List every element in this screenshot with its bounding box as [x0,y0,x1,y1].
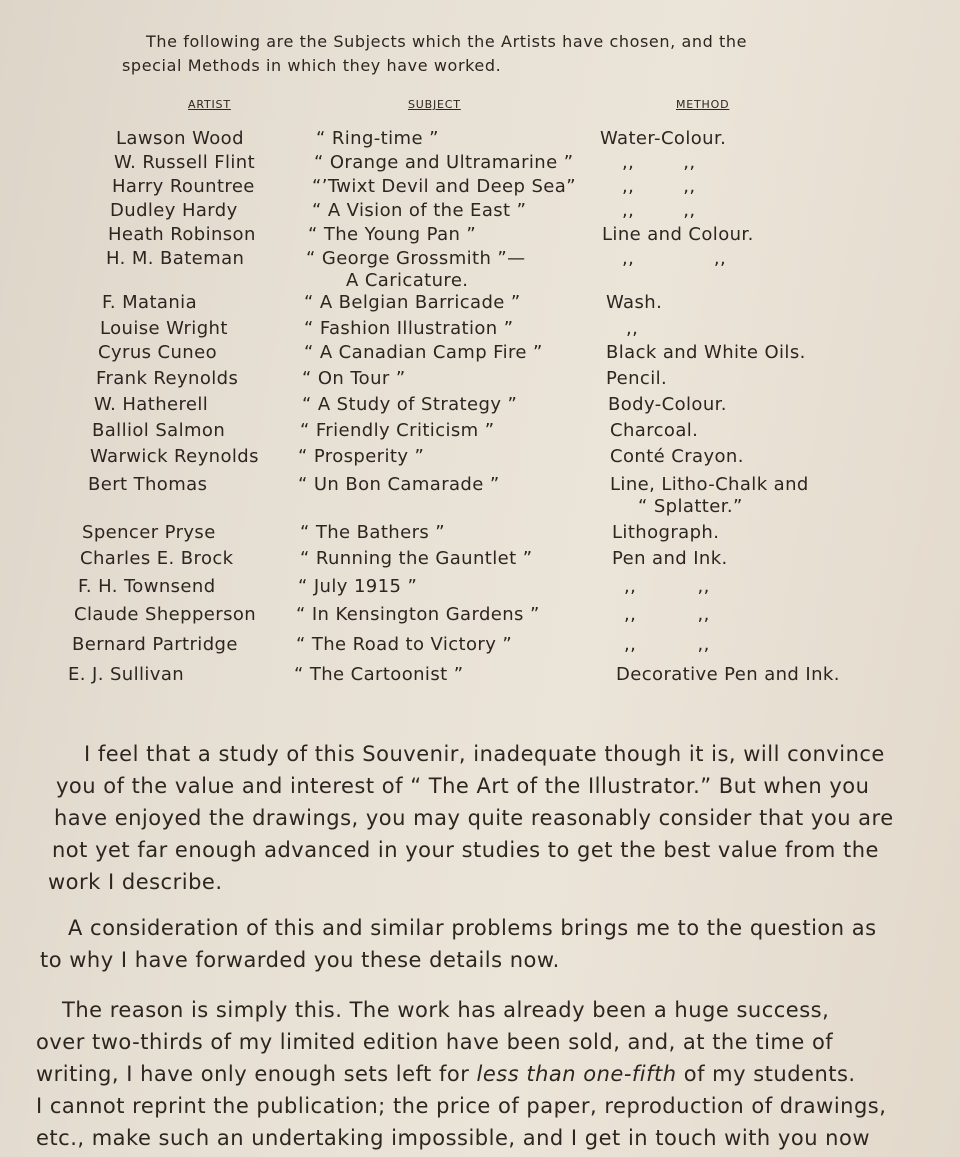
subject-text: “ Orange and Ultramarine ” [314,152,574,173]
artist-cell: F. H. Townsend [78,576,216,597]
subject-cell [296,604,540,626]
subject-text: “ The Cartoonist ” [294,664,464,685]
subject-text: “ The Bathers ” [300,522,445,543]
artist-cell: Dudley Hardy [110,200,238,221]
subject-cell [304,342,543,364]
method-text-continued: “ Splatter.” [638,496,743,517]
artist-cell: Frank Reynolds [96,368,239,389]
artist-cell: Heath Robinson [108,224,256,245]
artist-cell: Lawson Wood [116,128,244,149]
artist-cell: Cyrus Cuneo [98,342,218,363]
method-text: Black and White Oils. [606,342,806,363]
artist-cell: Bert Thomas [88,474,208,495]
subject-cell [304,318,513,340]
method-text: ,, ,, [624,604,710,625]
artist-cell: Balliol Salmon [92,420,226,441]
paragraph-souvenir [36,738,906,898]
table-row [0,548,960,574]
method-cell [610,446,744,468]
method-cell [622,248,726,270]
subject-text: “ A Study of Strategy ” [302,394,518,415]
subject-cell [300,548,532,570]
table-row [0,664,960,690]
table-row [0,576,960,602]
method-text: ,, ,, [622,176,696,197]
method-cell [616,664,840,686]
paragraph-line: The reason is simply this. The work has already been a huge success, [62,998,830,1022]
table-row [0,318,960,344]
table-row [0,292,960,318]
intro-line: special Methods in which they have worked. [122,56,502,75]
method-text: ,, ,, [622,152,696,173]
method-text: Line, Litho-Chalk and [610,474,809,495]
subject-cell [302,368,406,390]
method-text: Line and Colour. [602,224,754,245]
method-text: ,, ,, [624,576,710,597]
subject-text: “ In Kensington Gardens ” [296,604,540,625]
artist-cell: Claude Shepperson [74,604,257,625]
paragraph-line: etc., make such an undertaking impossible, and I get in touch with you now [36,1126,871,1150]
method-text: Conté Crayon. [610,446,744,467]
subject-text: “ On Tour ” [302,368,406,389]
paragraph-line: work I describe. [48,870,223,894]
table-row [0,604,960,630]
subject-cell [300,420,494,442]
method-cell [624,634,710,656]
artist-cell: Harry Rountree [112,176,255,197]
subject-text: “ Prosperity ” [298,446,425,467]
paragraph-text: of my students. [676,1062,856,1086]
subject-cell [300,522,445,544]
table-row [0,152,960,178]
method-cell [626,318,638,340]
table-row [0,522,960,548]
method-cell [610,474,809,518]
subject-cell [312,200,526,222]
method-cell [606,368,667,390]
artist-cell: F. Matania [102,292,197,313]
table-row [0,420,960,446]
column-header-subject: SUBJECT [408,98,461,111]
intro-line: The following are the Subjects which the Artists have chosen, and the [146,32,748,51]
method-cell [622,176,695,198]
subject-text: “ Un Bon Camarade ” [298,474,500,495]
method-cell [624,604,710,626]
subject-text: “ July 1915 ” [298,576,418,597]
subject-text: “ Friendly Criticism ” [300,420,495,441]
artist-cell: Warwick Reynolds [90,446,259,467]
method-cell [600,128,726,150]
method-cell [610,420,698,442]
method-cell [612,548,728,570]
artist-cell: E. J. Sullivan [68,664,185,685]
paragraph-reason [36,994,906,1154]
table-row [0,248,960,291]
artist-cell: Louise Wright [100,318,228,339]
table-row [0,342,960,368]
artist-cell: W. Russell Flint [114,152,256,173]
method-text: ,, [626,318,639,339]
table-row [0,200,960,226]
table-row [0,474,960,517]
subject-cell [298,446,424,468]
paragraph-line: have enjoyed the drawings, you may quite reasonably consider that you are [54,806,894,830]
method-text: Pencil. [606,368,668,389]
subject-cell [294,664,463,686]
method-cell [606,292,662,314]
artist-cell: Spencer Pryse [82,522,216,543]
subject-text: “ A Vision of the East ” [312,200,527,221]
subject-text: “ A Belgian Barricade ” [304,292,521,313]
table-row [0,446,960,472]
paragraph-line: over two-thirds of my limited edition have been sold, and, at the time of [36,1030,834,1054]
method-text: ,, ,, [622,200,696,221]
subject-cell [316,128,439,150]
subject-cell [298,474,500,496]
method-text: ,, ,, [622,248,727,269]
table-row [0,128,960,154]
artist-cell: Bernard Partridge [72,634,238,655]
method-cell [612,522,719,544]
column-header-method: METHOD [676,98,730,111]
subject-text: “ A Canadian Camp Fire ” [304,342,543,363]
paragraph-line: I feel that a study of this Souvenir, inadequate though it is, will convince [84,742,885,766]
table-row [0,634,960,660]
method-text: Wash. [606,292,663,313]
subject-text: “ Running the Gauntlet ” [300,548,533,569]
subject-text: “ George Grossmith ”— [306,248,526,269]
method-text: Lithograph. [612,522,720,543]
column-header-artist: ARTIST [188,98,231,111]
artist-cell: Charles E. Brock [80,548,234,569]
method-cell [602,224,754,246]
paragraph-line: you of the value and interest of “ The Art of the Illustrator.” But when you [56,774,870,798]
method-text: Water-Colour. [600,128,727,149]
subject-text: “ Ring-time ” [316,128,439,149]
method-text: ,, ,, [624,634,710,655]
artist-cell: H. M. Bateman [106,248,245,269]
subject-text: “’Twixt Devil and Deep Sea” [312,176,576,197]
subject-text: “ The Young Pan ” [308,224,477,245]
subject-cell [306,248,526,292]
method-cell [622,152,695,174]
paragraph-line: I cannot reprint the publication; the price of paper, reproduction of drawings, [36,1094,887,1118]
table-row [0,176,960,202]
subject-cell [308,224,476,246]
table-row [0,394,960,420]
paragraph-line: A consideration of this and similar problems brings me to the question as [68,916,877,940]
method-cell [608,394,727,416]
subject-cell [302,394,517,416]
subject-cell [298,576,417,598]
method-text: Body-Colour. [608,394,727,415]
paragraph-consideration [36,912,906,976]
paragraph-line: not yet far enough advanced in your studies to get the best value from the [52,838,879,862]
subject-cell [312,176,576,198]
paragraph-text: writing, I have only enough sets left for [36,1062,477,1086]
subject-cell [314,152,573,174]
table-row [0,368,960,394]
intro-text [122,30,842,78]
table-row [0,224,960,250]
method-text: Decorative Pen and Ink. [616,664,840,685]
method-text: Charcoal. [610,420,699,441]
paragraph-line: to why I have forwarded you these details now. [40,948,560,972]
method-cell [624,576,710,598]
subject-cell [296,634,512,656]
method-cell [622,200,695,222]
subject-text: “ The Road to Victory ” [296,634,513,655]
method-text: Pen and Ink. [612,548,728,569]
artist-cell: W. Hatherell [94,394,209,415]
emphasis-text: less than one-fifth [476,1062,677,1086]
subject-text: “ Fashion Illustration ” [304,318,514,339]
subject-text-continued: A Caricature. [346,270,469,291]
method-cell [606,342,806,364]
paragraph-line [36,1058,906,1090]
subject-cell [304,292,521,314]
